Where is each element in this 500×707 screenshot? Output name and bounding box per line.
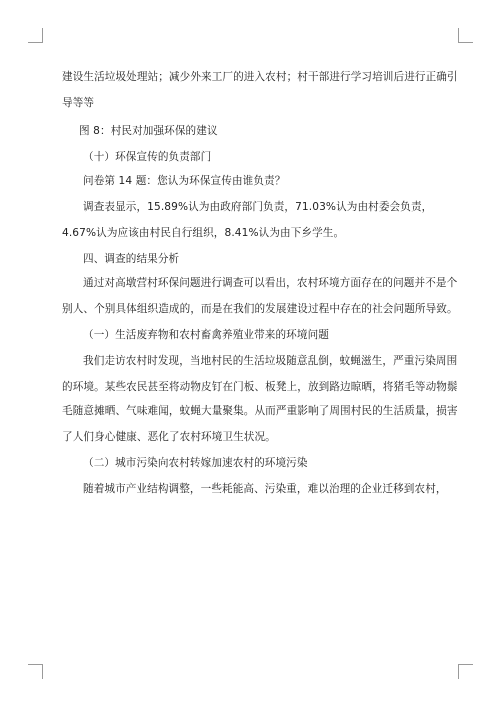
body-text-line: 通过对高墩营村环保问题进行调查可以看出，农村环境方面存在的问题并不是个 xyxy=(83,277,458,289)
crop-mark-bottom-left xyxy=(28,664,43,679)
figure-caption: 图 8：村民对加强环保的建议 xyxy=(79,125,218,137)
section-heading: （二）城市污染向农村转嫁加速农村的环境污染 xyxy=(83,457,308,469)
body-text-line: 了人们身心健康、恶化了农村环境卫生状况。 xyxy=(62,431,276,443)
section-heading: 四、调查的结果分析 xyxy=(83,253,180,265)
body-text-line: 的环境。某些农民甚至将动物皮钉在门板、板凳上，放到路边晾晒，将猪毛等动物鬃 xyxy=(62,381,458,393)
crop-mark-top-left xyxy=(28,28,43,43)
body-text-line: 毛随意摊晒、气味难闻，蚊蝇大量聚集。从而严重影响了周围村民的生活质量，损害 xyxy=(62,405,458,417)
section-heading: （十）环保宣传的负责部门 xyxy=(83,151,212,163)
body-text-line: 我们走访农村时发现，当地村民的生活垃圾随意乱倒，蚊蝇滋生，严重污染周围 xyxy=(83,355,458,367)
body-text-line: 建设生活垃圾处理站；减少外来工厂的进入农村；村干部进行学习培训后进行正确引 xyxy=(62,71,458,83)
body-text-line: 随着城市产业结构调整，一些耗能高、污染重，难以治理的企业迁移到农村， xyxy=(83,483,447,495)
crop-mark-top-right xyxy=(458,28,473,43)
question-text: 问卷第 14 题：您认为环保宣传由谁负责？ xyxy=(83,175,286,187)
crop-mark-bottom-right xyxy=(458,664,473,679)
section-heading: （一）生活废弃物和农村畜禽养殖业带来的环境问题 xyxy=(83,329,329,341)
body-text-line: 导等等 xyxy=(62,97,95,109)
body-text-line: 别人、个别具体组织造成的，而是在我们的发展建设过程中存在的社会问题所导致。 xyxy=(62,303,458,315)
body-text-line: 调查表显示，15.89%认为由政府部门负责，71.03%认为由村委会负责， xyxy=(83,201,433,213)
body-text-line: 4.67%认为应该由村民自行组织，8.41%认为由下乡学生。 xyxy=(62,227,345,239)
